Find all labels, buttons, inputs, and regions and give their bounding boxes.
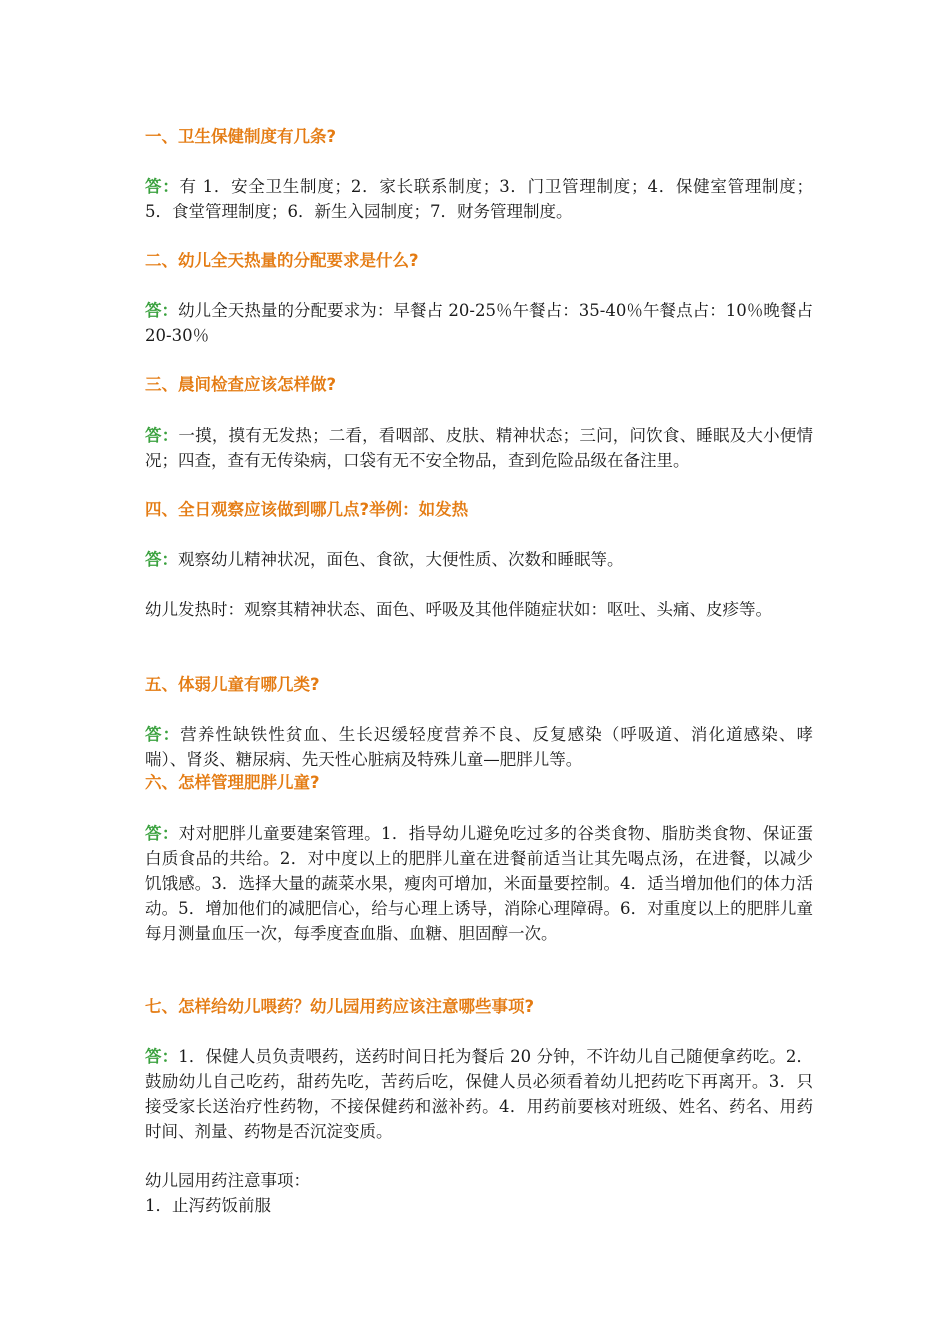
question-1: 一、卫生保健制度有几条? — [145, 127, 337, 146]
answer-text: 观察幼儿精神状况，面色、食欲，大便性质、次数和睡眠等。 — [178, 550, 624, 569]
answer-7 — [145, 1044, 813, 1144]
answer-4 — [145, 547, 813, 572]
answer-1 — [145, 174, 813, 224]
answer-3 — [145, 423, 813, 473]
answer-5 — [145, 722, 813, 772]
answer-text: 一摸，摸有无发热；二看，看咽部、皮肤、精神状态；三问，问饮食、睡眠及大小便情况；四查，查有无传染病，口袋有无不安全物品，查到危险品级在备注里。 — [145, 426, 814, 470]
answer-text: 有 1．安全卫生制度；2．家长联系制度；3．门卫管理制度；4．保健室管理制度；5．食堂管理制度；6．新生入园制度；7．财务管理制度。 — [145, 177, 813, 221]
answer-label: 答： — [145, 725, 181, 744]
answer-text: 对对肥胖儿童要建案管理。1．指导幼儿避免吃过多的谷类食物、脂肪类食物、保证蛋白质食品的共给。2．对中度以上的肥胖儿童在进餐前适当让其先喝点汤，在进餐，以减少饥饿感。3．选择大量的蔬菜水果，瘦肉可增加，米面量要控制。4．适当增加他们的体力活动。5．增加他们的减肥信心，给与心理上诱导，消除心理障碍。6．对重度以上的肥胖儿童每月测量血压一次，每季度查血脂、血糖、胆固醇一次。 — [145, 824, 813, 943]
answer-2 — [145, 298, 813, 348]
answer-4-extra: 幼儿发热时：观察其精神状态、面色、呼吸及其他伴随症状如：呕吐、头痛、皮疹等。 — [145, 600, 772, 619]
question-2: 二、幼儿全天热量的分配要求是什么? — [145, 251, 419, 270]
answer-label: 答： — [145, 824, 179, 843]
answer-label: 答： — [145, 177, 180, 196]
question-4: 四、全日观察应该做到哪几点?举例：如发热 — [145, 500, 469, 519]
answer-6 — [145, 821, 813, 946]
medication-notes-title: 幼儿园用药注意事项： — [145, 1171, 310, 1190]
question-5: 五、体弱儿童有哪几类? — [145, 675, 320, 694]
answer-label: 答： — [145, 301, 179, 320]
answer-text: 营养性缺铁性贫血、生长迟缓轻度营养不良、反复感染（呼吸道、消化道感染、哮喘）、肾炎、糖尿病、先天性心脏病及特殊儿童—肥胖儿等。 — [145, 725, 814, 769]
question-3: 三、晨间检查应该怎样做? — [145, 375, 337, 394]
question-7: 七、怎样给幼儿喂药？幼儿园用药应该注意哪些事项? — [145, 997, 535, 1016]
answer-text: 幼儿全天热量的分配要求为：早餐占 20-25％午餐占：35-40％午餐点占：10％晚餐占 20-30％ — [145, 301, 814, 345]
answer-text: 1．保健人员负责喂药，送药时间日托为餐后 20 分钟，不许幼儿自己随便拿药吃。2．鼓励幼儿自己吃药，甜药先吃，苦药后吃，保健人员必须看着幼儿把药吃下再离开。3．只接受家长送治疗性药物，不接保健药和滋补药。4．用药前要核对班级、姓名、药名、用药时间、剂量、药物是否沉淀变质。 — [145, 1047, 814, 1141]
answer-label: 答： — [145, 1047, 179, 1066]
answer-label: 答： — [145, 550, 178, 569]
question-6: 六、怎样管理肥胖儿童? — [145, 773, 320, 792]
answer-label: 答： — [145, 426, 179, 445]
medication-note-item: 1．止泻药饭前服 — [145, 1196, 271, 1215]
